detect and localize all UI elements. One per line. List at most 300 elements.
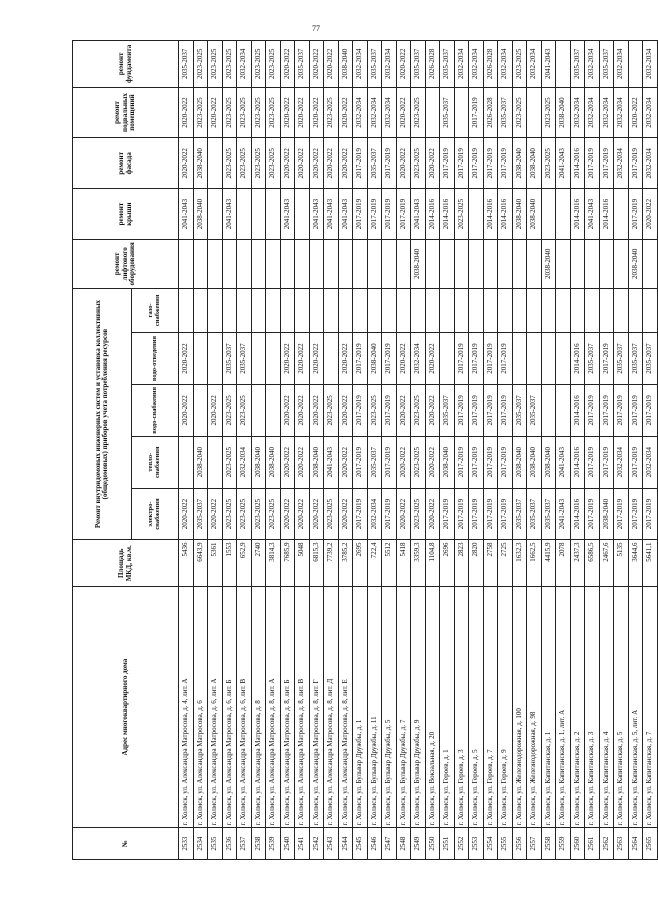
header-no: № xyxy=(73,828,179,860)
cell-facade: 2017-2019 xyxy=(382,138,397,189)
header-engineering-group: Ремонт внутридомовых инженерных систем и установка коллективных (общедомовых) приборов учета потребления ресурсов xyxy=(73,288,132,540)
cell-foundation: 2032-2034 xyxy=(469,41,484,88)
cell-foundation: 2023-2025 xyxy=(222,41,237,88)
cell-elevator xyxy=(295,239,310,288)
cell-foundation: 2032-2034 xyxy=(454,41,469,88)
cell-roof: 2041-2043 xyxy=(280,189,295,240)
repair-schedule-table xyxy=(72,40,658,860)
cell-water-supply: 2017-2019 xyxy=(454,384,469,436)
cell-water-removal: 2020-2022 xyxy=(179,333,194,385)
cell-electro: 2020-2022 xyxy=(295,488,310,540)
cell-roof: 2014-2016 xyxy=(570,189,585,240)
cell-foundation: 2032-2034 xyxy=(353,41,368,88)
cell-electro: 2023-2025 xyxy=(324,488,339,540)
cell-address: г. Холмск, ул. Бульвар Дружбы, д. 7 xyxy=(396,587,411,828)
cell-electro: 2023-2025 xyxy=(237,488,252,540)
table-row xyxy=(614,41,629,860)
cell-elevator xyxy=(599,239,614,288)
cell-basement: 2032-2034 xyxy=(599,87,614,138)
cell-elevator: 2038-2040 xyxy=(541,239,556,288)
cell-facade: 2038-2040 xyxy=(512,138,527,189)
cell-gas xyxy=(179,288,194,332)
cell-elevator xyxy=(469,239,484,288)
cell-roof xyxy=(556,189,571,240)
cell-water-removal xyxy=(251,333,266,385)
cell-facade: 2017-2019 xyxy=(454,138,469,189)
cell-roof: 2041-2043 xyxy=(585,189,600,240)
header-roof: ремонт крыши xyxy=(73,189,179,240)
table-row xyxy=(585,41,600,860)
cell-gas xyxy=(585,288,600,332)
cell-water-supply: 2023-2025 xyxy=(324,384,339,436)
cell-water-removal xyxy=(208,333,223,385)
cell-electro: 2020-2022 xyxy=(396,488,411,540)
cell-roof xyxy=(237,189,252,240)
cell-no: 2534 xyxy=(193,828,208,860)
cell-basement: 2020-2022 xyxy=(295,87,310,138)
cell-roof: 2020-2022 xyxy=(643,189,658,240)
header-water-supply: водо-снабжения xyxy=(132,384,179,436)
cell-foundation: 2035-2037 xyxy=(179,41,194,88)
cell-water-supply: 2035-2037 xyxy=(527,384,542,436)
cell-electro: 2020-2022 xyxy=(338,488,353,540)
cell-heat: 2017-2019 xyxy=(469,436,484,488)
cell-foundation: 2023-2025 xyxy=(193,41,208,88)
cell-no: 2549 xyxy=(411,828,426,860)
table-row xyxy=(570,41,585,860)
cell-gas xyxy=(367,288,382,332)
cell-basement: 2032-2034 xyxy=(585,87,600,138)
cell-facade: 2023-2025 xyxy=(266,138,281,189)
cell-address: г. Холмск, ул. Капитанская, д. 4 xyxy=(599,587,614,828)
cell-basement: 2035-2037 xyxy=(498,87,513,138)
cell-foundation: 2023-2025 xyxy=(208,41,223,88)
cell-foundation: 2032-2034 xyxy=(498,41,513,88)
cell-electro: 2023-2025 xyxy=(222,488,237,540)
table-row xyxy=(237,41,252,860)
cell-elevator xyxy=(266,239,281,288)
cell-foundation: 2020-2022 xyxy=(309,41,324,88)
cell-water-removal: 2020-2022 xyxy=(309,333,324,385)
cell-heat: 2017-2019 xyxy=(483,436,498,488)
table-row xyxy=(643,41,658,860)
cell-facade: 2017-2019 xyxy=(353,138,368,189)
cell-no: 2539 xyxy=(266,828,281,860)
cell-area: 2696 xyxy=(440,540,455,587)
cell-facade: 2038-2040 xyxy=(527,138,542,189)
cell-address: г. Холмск, ул. Капитанская, д. 2 xyxy=(570,587,585,828)
cell-foundation xyxy=(556,41,571,88)
table-row xyxy=(541,41,556,860)
cell-roof xyxy=(541,189,556,240)
cell-foundation: 2032-2034 xyxy=(614,41,629,88)
cell-water-removal: 2017-2019 xyxy=(498,333,513,385)
cell-gas xyxy=(425,288,440,332)
table-row xyxy=(454,41,469,860)
cell-no: 2552 xyxy=(454,828,469,860)
cell-area: 2725 xyxy=(498,540,513,587)
cell-roof: 2014-2016 xyxy=(483,189,498,240)
cell-water-supply xyxy=(556,384,571,436)
cell-facade: 2038-2040 xyxy=(193,138,208,189)
cell-elevator xyxy=(454,239,469,288)
cell-facade: 2023-2025 xyxy=(541,138,556,189)
cell-electro: 2020-2022 xyxy=(208,488,223,540)
cell-elevator xyxy=(367,239,382,288)
cell-water-supply: 2020-2022 xyxy=(338,384,353,436)
cell-foundation: 2035-2037 xyxy=(411,41,426,88)
cell-water-supply xyxy=(541,384,556,436)
cell-foundation: 2020-2022 xyxy=(280,41,295,88)
cell-facade xyxy=(208,138,223,189)
cell-address: г. Холмск, ул. Капитанская, д. 1, лит. А xyxy=(556,587,571,828)
cell-foundation: 2020-2022 xyxy=(396,41,411,88)
cell-foundation: 2038-2040 xyxy=(338,41,353,88)
table-row xyxy=(498,41,513,860)
cell-water-supply: 2020-2022 xyxy=(295,384,310,436)
cell-water-supply: 2020-2022 xyxy=(208,384,223,436)
cell-gas xyxy=(570,288,585,332)
cell-water-supply xyxy=(193,384,208,436)
header-foundation: ремонт фундамента xyxy=(73,41,179,88)
cell-no: 2559 xyxy=(556,828,571,860)
cell-no: 2544 xyxy=(338,828,353,860)
cell-water-removal: 2035-2037 xyxy=(222,333,237,385)
cell-water-removal: 2017-2019 xyxy=(454,333,469,385)
cell-gas xyxy=(440,288,455,332)
header-basement: ремонт подвальных помещений xyxy=(73,87,179,138)
cell-heat: 2020-2022 xyxy=(425,436,440,488)
table-row xyxy=(469,41,484,860)
cell-elevator xyxy=(527,239,542,288)
cell-water-removal xyxy=(512,333,527,385)
cell-elevator xyxy=(193,239,208,288)
cell-elevator xyxy=(324,239,339,288)
cell-basement: 2038-2040 xyxy=(556,87,571,138)
header-gas: газо-снабжения xyxy=(132,288,179,332)
cell-foundation: 2020-2022 xyxy=(324,41,339,88)
cell-foundation: 2026-2028 xyxy=(425,41,440,88)
cell-address: г. Холмск, ул. Александра Матросова, д. 6, лит. А xyxy=(208,587,223,828)
cell-area: 1662,5 xyxy=(527,540,542,587)
table-row xyxy=(556,41,571,860)
cell-electro: 2017-2019 xyxy=(628,488,643,540)
cell-gas xyxy=(237,288,252,332)
cell-gas xyxy=(599,288,614,332)
cell-foundation: 2032-2034 xyxy=(237,41,252,88)
cell-basement: 2020-2022 xyxy=(628,87,643,138)
cell-heat: 2017-2019 xyxy=(454,436,469,488)
cell-roof: 2017-2019 xyxy=(367,189,382,240)
table-row xyxy=(367,41,382,860)
cell-facade: 2017-2019 xyxy=(469,138,484,189)
header-elevator: ремонт лифтового оборудования xyxy=(73,239,179,288)
cell-facade: 2017-2019 xyxy=(483,138,498,189)
cell-no: 2562 xyxy=(599,828,614,860)
cell-facade: 2017-2019 xyxy=(498,138,513,189)
cell-water-supply: 2017-2019 xyxy=(483,384,498,436)
cell-facade: 2017-2019 xyxy=(440,138,455,189)
cell-foundation: 2023-2025 xyxy=(251,41,266,88)
cell-heat: 2032-2034 xyxy=(237,436,252,488)
table-row xyxy=(628,41,643,860)
cell-water-supply: 2017-2019 xyxy=(614,384,629,436)
cell-roof: 2014-2016 xyxy=(599,189,614,240)
cell-address: г. Холмск, ул. Александра Матросова, д. 8, лит. Б xyxy=(280,587,295,828)
page-number: 77 xyxy=(312,24,320,33)
cell-water-supply: 2017-2019 xyxy=(469,384,484,436)
cell-address: г. Холмск, ул. Героев, д. 5 xyxy=(469,587,484,828)
cell-roof: 2041-2043 xyxy=(338,189,353,240)
cell-gas xyxy=(498,288,513,332)
cell-foundation: 2035-2037 xyxy=(440,41,455,88)
cell-roof: 2038-2040 xyxy=(193,189,208,240)
cell-address: г. Холмск, ул. Капитанская, д. 3 xyxy=(585,587,600,828)
cell-water-removal: 2020-2022 xyxy=(280,333,295,385)
cell-electro: 2023-2025 xyxy=(411,488,426,540)
cell-area: 2820 xyxy=(469,540,484,587)
cell-address: г. Холмск, ул. Бульвар Дружбы, д. 11 xyxy=(367,587,382,828)
cell-area: 5361 xyxy=(208,540,223,587)
table-row xyxy=(324,41,339,860)
cell-heat: 2038-2040 xyxy=(512,436,527,488)
cell-facade: 2014-2016 xyxy=(570,138,585,189)
cell-no: 2556 xyxy=(512,828,527,860)
cell-address: г. Холмск, ул. Железнодорожная, д. 98 xyxy=(527,587,542,828)
cell-heat: 2017-2019 xyxy=(628,436,643,488)
cell-roof: 2014-2016 xyxy=(440,189,455,240)
cell-water-supply: 2023-2025 xyxy=(367,384,382,436)
cell-elevator xyxy=(382,239,397,288)
cell-water-removal: 2035-2037 xyxy=(614,333,629,385)
cell-heat: 2038-2040 xyxy=(309,436,324,488)
cell-basement: 2020-2022 xyxy=(396,87,411,138)
cell-address: г. Холмск, ул. Александра Матросова, д. 6 xyxy=(193,587,208,828)
cell-address: г. Холмск, ул. Героев, д. 9 xyxy=(498,587,513,828)
cell-area: 5135 xyxy=(614,540,629,587)
cell-heat: 2038-2040 xyxy=(193,436,208,488)
cell-facade: 2020-2022 xyxy=(295,138,310,189)
cell-area: 2758 xyxy=(483,540,498,587)
cell-water-removal: 2017-2019 xyxy=(599,333,614,385)
cell-water-removal: 2035-2037 xyxy=(585,333,600,385)
cell-basement: 2020-2022 xyxy=(179,87,194,138)
cell-water-removal: 2017-2019 xyxy=(483,333,498,385)
cell-basement: 2023-2025 xyxy=(512,87,527,138)
cell-address: г. Холмск, ул. Вокзальная, д. 20 xyxy=(425,587,440,828)
cell-roof: 2023-2025 xyxy=(454,189,469,240)
cell-elevator xyxy=(483,239,498,288)
cell-address: г. Холмск, ул. Александра Матросова, д. 8, лит. Д xyxy=(324,587,339,828)
cell-facade: 2032-2034 xyxy=(643,138,658,189)
cell-basement: 2017-2019 xyxy=(469,87,484,138)
cell-elevator xyxy=(396,239,411,288)
cell-foundation: 2035-2037 xyxy=(295,41,310,88)
cell-foundation: 2035-2037 xyxy=(599,41,614,88)
cell-electro: 2035-2037 xyxy=(527,488,542,540)
cell-basement: 2023-2025 xyxy=(324,87,339,138)
cell-water-removal xyxy=(193,333,208,385)
cell-no: 2542 xyxy=(309,828,324,860)
cell-no: 2548 xyxy=(396,828,411,860)
table-row xyxy=(338,41,353,860)
table-row xyxy=(222,41,237,860)
cell-address: г. Холмск, ул. Капитанская, д. 5 xyxy=(614,587,629,828)
cell-heat xyxy=(208,436,223,488)
table-body xyxy=(179,41,658,860)
cell-heat: 2038-2040 xyxy=(251,436,266,488)
cell-water-supply xyxy=(251,384,266,436)
cell-gas xyxy=(396,288,411,332)
cell-area: 2823 xyxy=(454,540,469,587)
cell-electro: 2041-2043 xyxy=(556,488,571,540)
cell-water-supply: 2023-2025 xyxy=(222,384,237,436)
cell-electro: 2020-2022 xyxy=(280,488,295,540)
cell-gas xyxy=(512,288,527,332)
cell-area: 5436 xyxy=(179,540,194,587)
cell-water-removal: 2020-2022 xyxy=(295,333,310,385)
cell-area: 7685,9 xyxy=(280,540,295,587)
table-row xyxy=(440,41,455,860)
cell-gas xyxy=(280,288,295,332)
cell-water-removal xyxy=(266,333,281,385)
cell-facade: 2023-2025 xyxy=(411,138,426,189)
cell-water-supply: 2017-2019 xyxy=(628,384,643,436)
cell-gas xyxy=(556,288,571,332)
cell-area: 3359,3 xyxy=(411,540,426,587)
cell-no: 2564 xyxy=(628,828,643,860)
cell-heat: 2020-2022 xyxy=(280,436,295,488)
cell-heat: 2023-2025 xyxy=(411,436,426,488)
cell-gas xyxy=(266,288,281,332)
cell-electro: 2017-2019 xyxy=(440,488,455,540)
cell-water-removal: 2032-2034 xyxy=(411,333,426,385)
cell-facade: 2020-2022 xyxy=(338,138,353,189)
cell-facade: 2020-2022 xyxy=(309,138,324,189)
cell-address: г. Холмск, ул. Бульвар Дружбы, д. 1 xyxy=(353,587,368,828)
cell-area: 2695 xyxy=(353,540,368,587)
cell-foundation xyxy=(628,41,643,88)
cell-water-supply: 2020-2022 xyxy=(280,384,295,436)
cell-foundation: 2041-2043 xyxy=(541,41,556,88)
cell-electro: 2017-2019 xyxy=(353,488,368,540)
cell-basement xyxy=(527,87,542,138)
cell-roof: 2038-2040 xyxy=(527,189,542,240)
cell-elevator xyxy=(237,239,252,288)
cell-facade: 2017-2019 xyxy=(585,138,600,189)
cell-heat: 2038-2040 xyxy=(266,436,281,488)
cell-foundation: 2023-2025 xyxy=(512,41,527,88)
cell-no: 2554 xyxy=(483,828,498,860)
cell-elevator xyxy=(440,239,455,288)
cell-water-removal: 2017-2019 xyxy=(353,333,368,385)
cell-heat: 2035-2037 xyxy=(367,436,382,488)
cell-basement: 2032-2034 xyxy=(643,87,658,138)
cell-elevator: 2038-2040 xyxy=(411,239,426,288)
cell-basement: 2032-2034 xyxy=(367,87,382,138)
cell-no: 2560 xyxy=(570,828,585,860)
table-row xyxy=(208,41,223,860)
cell-water-removal: 2035-2037 xyxy=(237,333,252,385)
cell-water-supply: 2035-2037 xyxy=(440,384,455,436)
cell-no: 2535 xyxy=(208,828,223,860)
cell-address: г. Холмск, ул. Железнодорожная, д. 100 xyxy=(512,587,527,828)
cell-heat: 2014-2016 xyxy=(570,436,585,488)
cell-water-removal: 2014-2016 xyxy=(570,333,585,385)
cell-elevator xyxy=(585,239,600,288)
cell-elevator xyxy=(338,239,353,288)
cell-no: 2533 xyxy=(179,828,194,860)
table-row xyxy=(527,41,542,860)
cell-water-removal: 2038-2040 xyxy=(367,333,382,385)
cell-gas xyxy=(628,288,643,332)
cell-basement: 2023-2025 xyxy=(541,87,556,138)
cell-heat: 2017-2019 xyxy=(585,436,600,488)
cell-area: 2740 xyxy=(251,540,266,587)
table-row xyxy=(193,41,208,860)
cell-no: 2537 xyxy=(237,828,252,860)
header-address: Адрес многоквартирного дома xyxy=(73,587,179,828)
cell-water-supply: 2017-2019 xyxy=(585,384,600,436)
cell-electro: 2017-2019 xyxy=(498,488,513,540)
cell-electro: 2017-2019 xyxy=(483,488,498,540)
cell-no: 2563 xyxy=(614,828,629,860)
cell-electro: 2017-2019 xyxy=(643,488,658,540)
cell-area: 1632,3 xyxy=(512,540,527,587)
cell-elevator xyxy=(353,239,368,288)
cell-roof xyxy=(266,189,281,240)
cell-facade: 2035-2037 xyxy=(367,138,382,189)
cell-address: г. Холмск, ул. Капитанская, д. 7 xyxy=(643,587,658,828)
table-row xyxy=(280,41,295,860)
cell-no: 2536 xyxy=(222,828,237,860)
cell-roof: 2041-2043 xyxy=(309,189,324,240)
cell-electro: 2023-2025 xyxy=(251,488,266,540)
cell-facade: 2023-2025 xyxy=(222,138,237,189)
cell-address: г. Холмск, ул. Александра Матросова, д. 8, лит. Г xyxy=(309,587,324,828)
cell-roof xyxy=(469,189,484,240)
cell-electro: 2020-2022 xyxy=(179,488,194,540)
cell-water-removal: 2017-2019 xyxy=(382,333,397,385)
cell-area: 652,9 xyxy=(237,540,252,587)
header-area: Площадь МКД, кв.м. xyxy=(73,540,179,587)
cell-elevator xyxy=(614,239,629,288)
cell-no: 2538 xyxy=(251,828,266,860)
cell-basement xyxy=(454,87,469,138)
cell-area: 5418 xyxy=(396,540,411,587)
cell-basement: 2032-2034 xyxy=(353,87,368,138)
cell-address: г. Холмск, ул. Героев, д. 3 xyxy=(454,587,469,828)
cell-roof: 2041-2043 xyxy=(179,189,194,240)
table-row xyxy=(251,41,266,860)
cell-facade: 2020-2022 xyxy=(179,138,194,189)
cell-foundation: 2032-2034 xyxy=(527,41,542,88)
cell-water-supply: 2017-2019 xyxy=(599,384,614,436)
cell-facade: 2017-2019 xyxy=(628,138,643,189)
cell-gas xyxy=(222,288,237,332)
cell-electro: 2035-2037 xyxy=(541,488,556,540)
cell-area: 3785,2 xyxy=(338,540,353,587)
cell-roof: 2014-2016 xyxy=(498,189,513,240)
table-row xyxy=(599,41,614,860)
cell-heat: 2020-2022 xyxy=(338,436,353,488)
cell-water-removal: 2020-2022 xyxy=(396,333,411,385)
cell-electro: 2017-2019 xyxy=(454,488,469,540)
cell-area: 4415,9 xyxy=(541,540,556,587)
cell-elevator xyxy=(570,239,585,288)
cell-address: г. Холмск, ул. Героев, д. 1 xyxy=(440,587,455,828)
cell-gas xyxy=(309,288,324,332)
